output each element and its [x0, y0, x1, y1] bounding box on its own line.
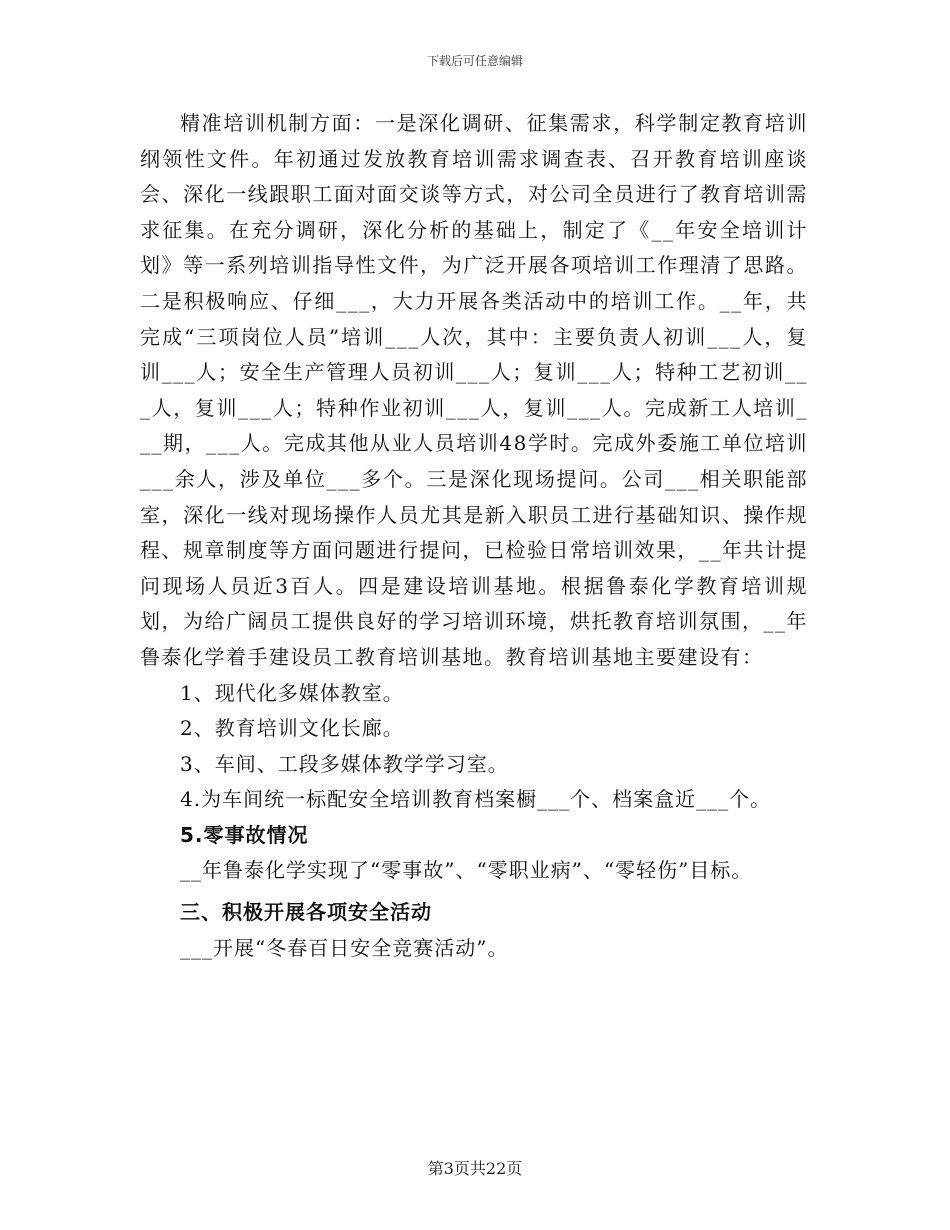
paragraph-training-mechanism: 精准培训机制方面：一是深化调研、征集需求，科学制定教育培训纲领性文件。年初通过发放教育培训需求调查表、召开教育培训座谈会、深化一线跟职工面对面交谈等方式，对公司全员进行了教育培训需求征集。在充分调研，深化分析的基础上，制定了《__年安全培训计划》等一系列培训指导性文件，为广泛开展各项培训工作理清了思路。二是积极响应、仔细___，大力开展各类活动中的培训工作。__年，共完成“三项岗位人员”培训___人次，其中：主要负责人初训___人，复训___人；安全生产管理人员初训___人；复训___人；特种工艺初训___人，复训___人；特种作业初训___人，复训___人。完成新工人培训___期，___人。完成其他从业人员培训48学时。完成外委施工单位培训___余人，涉及单位___多个。三是深化现场提问。公司___相关职能部室，深化一线对现场操作人员尤其是新入职员工进行基础知识、操作规程、规章制度等方面问题进行提问，已检验日常培训效果，__年共计提问现场人员近3百人。四是建设培训基地。根据鲁泰化学教育培训规划，为给广阔员工提供良好的学习培训环境，烘托教育培训氛围，__年鲁泰化学着手建设员工教育培训基地。教育培训基地主要建设有： — [140, 111, 808, 669]
document-body — [140, 106, 808, 966]
list-item: 3、车间、工段多媒体教学学习室。 — [180, 751, 509, 776]
list-item: 2、教育培训文化长廊。 — [180, 716, 404, 741]
list-item: 1、现代化多媒体教室。 — [180, 680, 404, 705]
page-header: 下载后可任意编辑 — [426, 54, 523, 68]
paragraph-safety-activity: ___开展“冬春百日安全竞赛活动”。 — [180, 935, 509, 960]
heading-section-three: 三、积极开展各项安全活动 — [180, 900, 432, 925]
page-footer: 第3页共22页 — [427, 1159, 523, 1178]
heading-zero-accident: 5.零事故情况 — [180, 822, 309, 847]
paragraph-zero-accident: __年鲁泰化学实现了“零事故”、“零职业病”、“零轻伤”目标。 — [180, 858, 753, 883]
list-item: 4.为车间统一标配安全培训教育档案橱___个、档案盒近___个。 — [180, 787, 772, 812]
